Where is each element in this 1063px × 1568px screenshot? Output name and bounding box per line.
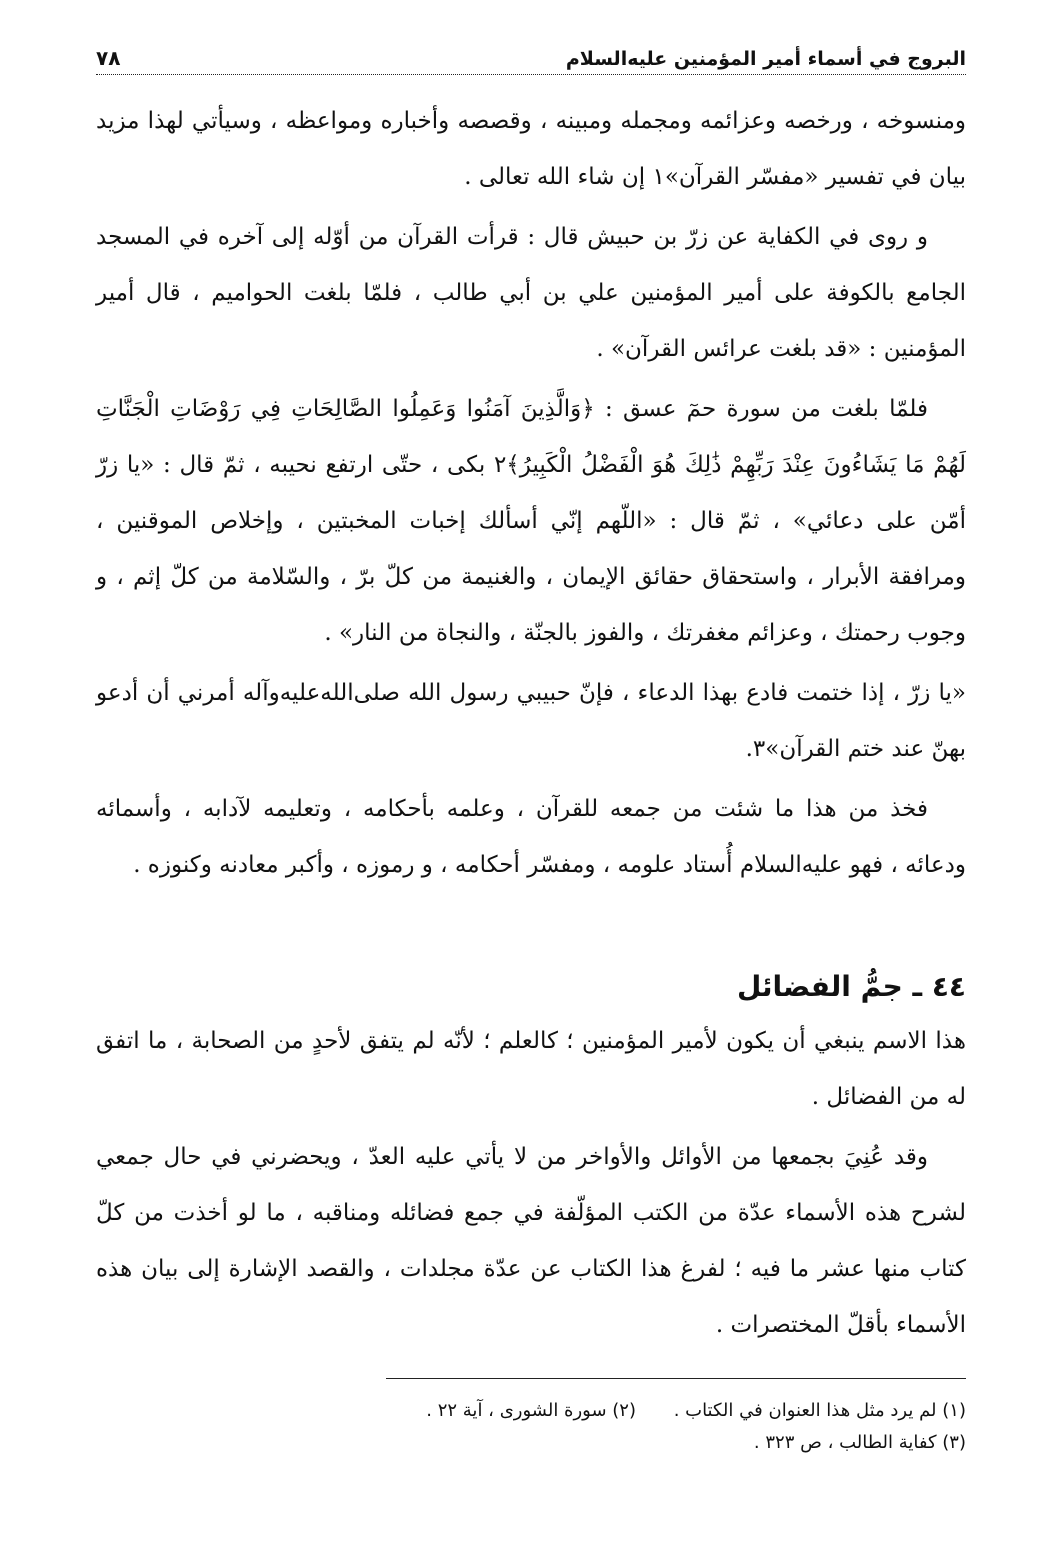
book-page bbox=[96, 30, 966, 1540]
section-paragraph-2: وقد عُنِيَ بجمعها من الأوائل والأواخر من لا يأتي عليه العدّ ، ويحضرني في حال جمعي لشرح هذه الأسماء عدّة من الكتب المؤلّفة في جمع فضائله ومناقبه ، ما لو أخذت من كلّ كتاب منها عشر ما فيه ؛ لفرغ هذا الكتاب عن عدّة مجلدات ، والقصد الإشارة إلى بيان هذه الأسماء بأقلّ المختصرات . bbox=[96, 1144, 967, 1338]
footnote-divider bbox=[386, 1378, 966, 1379]
running-title: البروج في أسماء أمير المؤمنين عليه‌السلام bbox=[565, 48, 966, 70]
section-paragraph-1: هذا الاسم ينبغي أن يكون لأمير المؤمنين ؛ كالعلم ؛ لأنّه لم يتفق لأحدٍ من الصحابة ، ما اتفق له من الفضائل . bbox=[96, 1028, 966, 1110]
paragraph-3: فلمّا بلغت من سورة حمٓ عسق : ﴿وَالَّذِينَ آمَنُوا وَعَمِلُوا الصَّالِحَاتِ فِي رَوْضَاتِ الْجَنَّاتِ لَهُمْ مَا يَشَاءُونَ عِنْدَ رَبِّهِمْ ذَٰلِكَ هُوَ الْفَضْلُ الْكَبِيرُ﴾٢ بكى ، حتّى ارتفع نحيبه ، ثمّ قال : «يا زرّ أمّن على دعائي» ، ثمّ قال : «اللّهم إنّي أسألك إخبات المخبتين ، وإخلاص الموقنين ، ومرافقة الأبرار ، واستحقاق حقائق الإيمان ، والغنيمة من كلّ برّ ، والسّلامة من كلّ إثم ، و وجوب رحمتك ، وعزائم مغفرتك ، والفوز بالجنّة ، والنجاة من النار» . bbox=[96, 396, 966, 646]
footnote-row-1 bbox=[96, 1395, 966, 1427]
footnote-2: (٢) سورة الشورى ، آية ٢٢ . bbox=[426, 1400, 636, 1421]
body-text bbox=[96, 93, 966, 1353]
footnote-1: (١) لم يرد مثل هذا العنوان في الكتاب . bbox=[673, 1400, 966, 1421]
paragraph-5: فخذ من هذا ما شئت من جمعه للقرآن ، وعلمه بأحكامه ، وتعليمه لآدابه ، وأسمائه ودعائه ، فهو عليه‌السلام أُستاد علومه ، ومفسّر أحكامه ، و رموزه ، وأكبر معادنه وكنوزه . bbox=[96, 796, 966, 878]
section-heading: ٤٤ ـ جمُّ الفضائل bbox=[736, 970, 966, 1003]
paragraph-2: و روى في الكفاية عن زرّ بن حبيش قال : قرأت القرآن من أوّله إلى آخره في المسجد الجامع بالكوفة على أمير المؤمنين علي بن أبي طالب ، فلمّا بلغت الحواميم ، قال أمير المؤمنين : «قد بلغت عرائس القرآن» . bbox=[96, 224, 966, 362]
footnote-3: (٣) كفاية الطالب ، ص ٣٢٣ . bbox=[753, 1432, 966, 1453]
paragraph-1: ومنسوخه ، ورخصه وعزائمه ومجمله ومبينه ، وقصصه وأخباره ومواعظه ، وسيأتي لهذا مزيد بيان في تفسير «مفسّر القرآن»١ إن شاء الله تعالى . bbox=[96, 108, 966, 190]
footnote-row-2 bbox=[96, 1427, 966, 1459]
page-number: ٧٨ bbox=[96, 46, 121, 70]
footnotes bbox=[96, 1395, 966, 1459]
page-header bbox=[96, 30, 966, 75]
paragraph-4: «يا زرّ ، إذا ختمت فادع بهذا الدعاء ، فإنّ حبيبي رسول الله صلى‌الله‌عليه‌وآله أمرني أن أدعو بهنّ عند ختم القرآن»٣. bbox=[96, 680, 966, 762]
